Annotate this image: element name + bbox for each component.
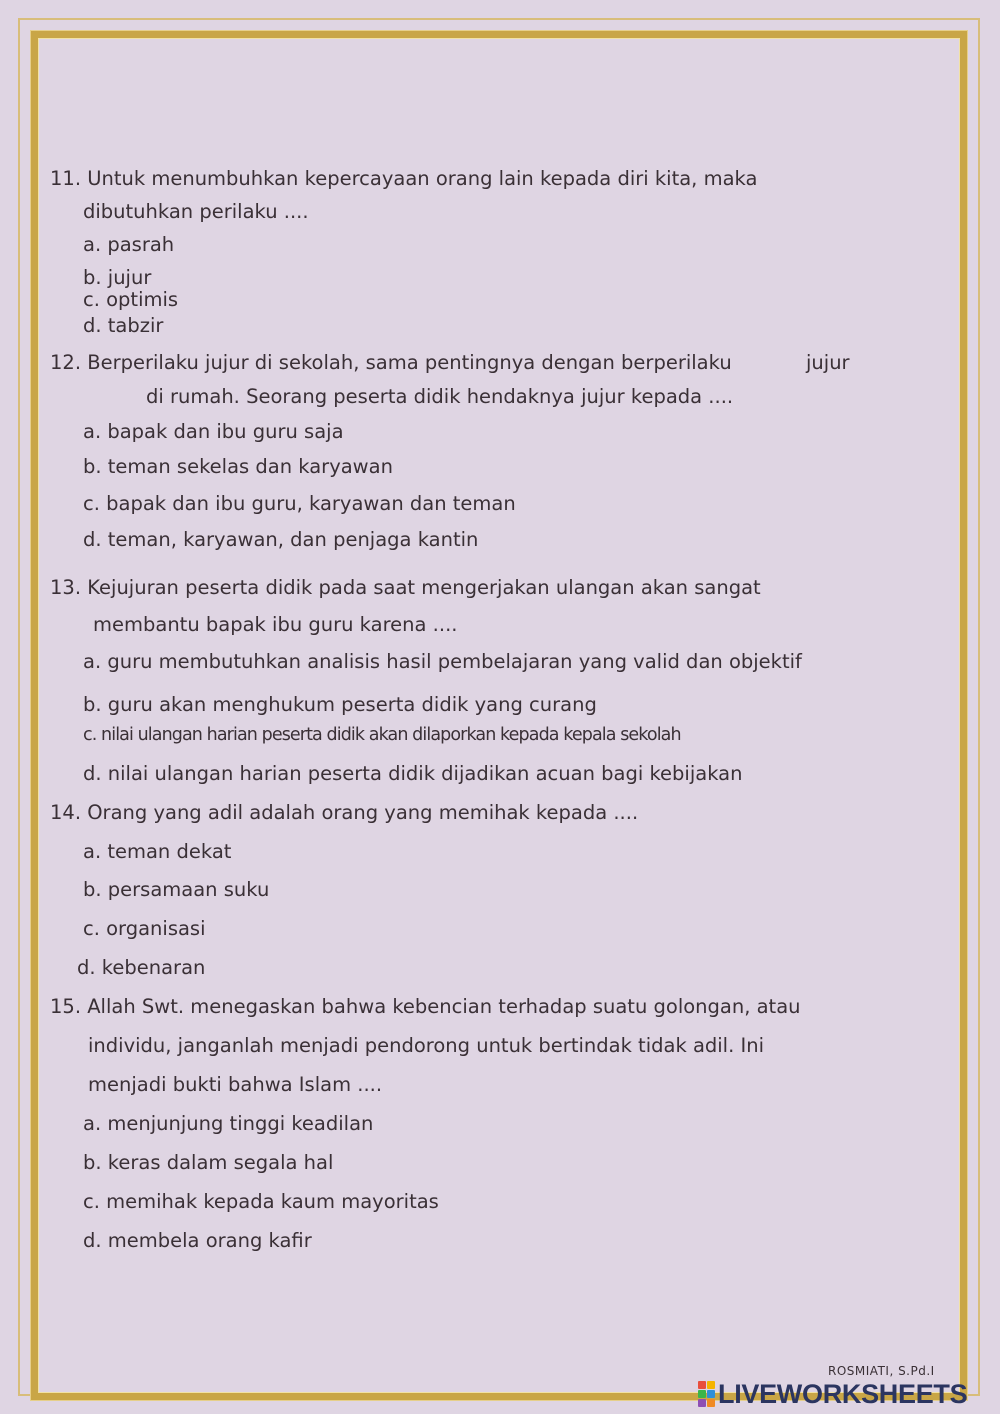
option-d[interactable]: d. tabzir: [83, 314, 164, 337]
option-a[interactable]: a. pasrah: [83, 233, 175, 256]
option-c[interactable]: c. memihak kepada kaum mayoritas: [83, 1190, 439, 1213]
question-text-continued: membantu bapak ibu guru karena ....: [93, 613, 458, 636]
question-text-continued: individu, janganlah menjadi pendorong untuk bertindak tidak adil. Ini: [88, 1034, 765, 1057]
question-text: 12. Berperilaku jujur di sekolah, sama pentingnya dengan berperilaku: [50, 351, 732, 374]
option-d[interactable]: d. nilai ulangan harian peserta didik dijadikan acuan bagi kebijakan: [83, 762, 743, 785]
option-a[interactable]: a. teman dekat: [83, 840, 232, 863]
option-d[interactable]: d. teman, karyawan, dan penjaga kantin: [83, 528, 479, 551]
brand-name: LIVEWORKSHEETS: [718, 1378, 968, 1409]
logo-square: [707, 1390, 715, 1398]
question-text-continued: di rumah. Seorang peserta didik hendaknya jujur kepada ....: [146, 385, 734, 408]
option-c[interactable]: c. bapak dan ibu guru, karyawan dan teman: [83, 492, 516, 515]
liveworksheets-logo[interactable]: [698, 1380, 967, 1408]
option-c[interactable]: c. nilai ulangan harian peserta didik akan dilaporkan kepada kepala sekolah: [83, 725, 681, 745]
option-b[interactable]: b. guru akan menghukum peserta didik yang curang: [83, 693, 597, 716]
option-a[interactable]: a. guru membutuhkan analisis hasil pembelajaran yang valid dan objektif: [83, 650, 802, 673]
author-credit: ROSMIATI, S.Pd.I: [828, 1364, 935, 1378]
logo-square: [698, 1390, 706, 1398]
question-text-tail: jujur: [806, 351, 850, 374]
liveworksheets-logo-icon: [698, 1381, 715, 1407]
option-d[interactable]: d. kebenaran: [77, 956, 206, 979]
option-d[interactable]: d. membela orang kafir: [83, 1229, 312, 1252]
option-c[interactable]: c. optimis: [83, 288, 179, 311]
question-text-continued-2: menjadi bukti bahwa Islam ....: [88, 1073, 383, 1096]
question-text: 13. Kejujuran peserta didik pada saat mengerjakan ulangan akan sangat: [50, 576, 761, 599]
option-b[interactable]: b. jujur: [83, 266, 152, 289]
question-text: 11. Untuk menumbuhkan kepercayaan orang lain kepada diri kita, maka: [50, 167, 758, 190]
option-a[interactable]: a. menjunjung tinggi keadilan: [83, 1112, 374, 1135]
option-c[interactable]: c. organisasi: [83, 917, 206, 940]
logo-square: [698, 1399, 706, 1407]
option-b[interactable]: b. teman sekelas dan karyawan: [83, 455, 393, 478]
logo-square: [707, 1381, 715, 1389]
question-text: 15. Allah Swt. menegaskan bahwa kebencian terhadap suatu golongan, atau: [50, 995, 801, 1018]
logo-square: [707, 1399, 715, 1407]
question-text-continued: dibutuhkan perilaku ....: [83, 200, 309, 223]
option-a[interactable]: a. bapak dan ibu guru saja: [83, 420, 344, 443]
option-b[interactable]: b. persamaan suku: [83, 878, 270, 901]
question-text: 14. Orang yang adil adalah orang yang memihak kepada ....: [50, 801, 639, 824]
logo-square: [698, 1381, 706, 1389]
option-b[interactable]: b. keras dalam segala hal: [83, 1151, 334, 1174]
